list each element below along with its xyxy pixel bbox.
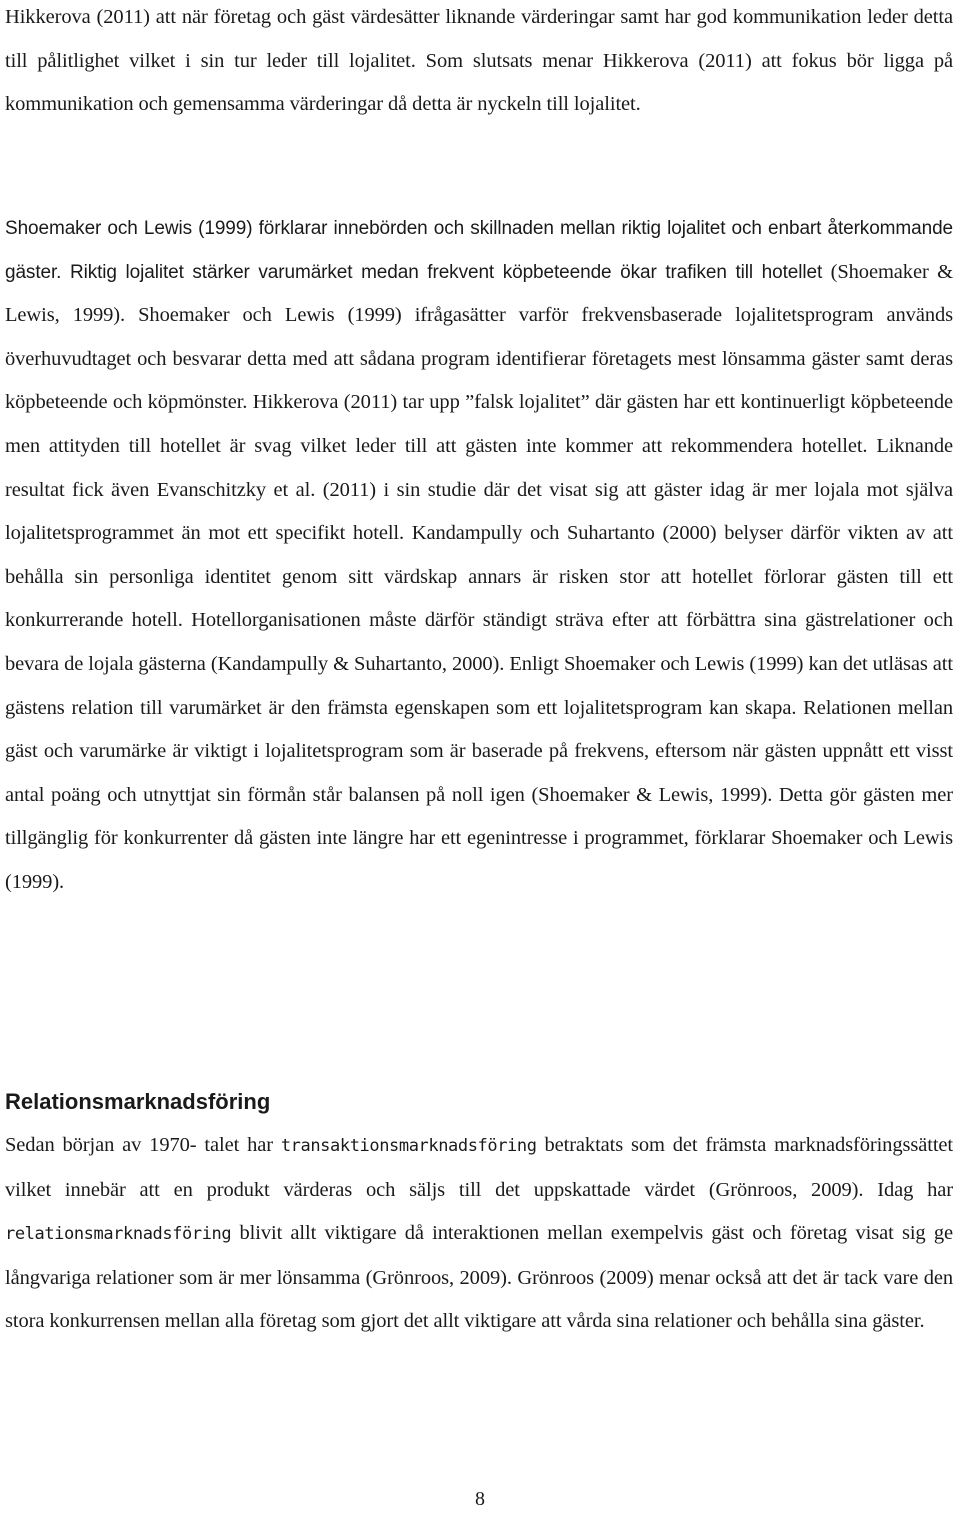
paragraph-shoemaker-lewis <box>5 207 953 905</box>
section-heading: Relationsmarknadsföring <box>5 1089 271 1114</box>
page-number: 8 <box>475 1488 485 1510</box>
term-transaction-marketing: transaktionsmarknadsföring <box>280 1136 537 1156</box>
paragraph-shoemaker-lewis-lead: Shoemaker och Lewis (1999) förklarar innebörden och skillnaden mellan riktig lojalitet och enbart återkommande gäster. Riktig lojalitet stärker varumärket medan frekvent köpbeteende ökar trafiken till hotellet <box>5 218 953 283</box>
paragraph-shoemaker-lewis-body: (Shoemaker & Lewis, 1999). Shoemaker och Lewis (1999) ifrågasätter varför frekvensbaserade lojalitetsprogram används överhuvudtaget och besvarar detta med att sådana program identifierar företagets mest lönsamma gäster samt deras köpbeteende och köpmönster. Hikkerova (2011) tar upp ”falsk lojalitet” där gästen har ett kontinuerligt köpbeteende men attityden till hotellet är svag vilket leder till att gästen inte kommer att rekommendera hotellet. Liknande resultat fick även Evanschitzky et al. (2011) i sin studie där det visat sig att gäster idag är mer lojala mot själva lojalitetsprogrammet än mot ett specifikt hotell. Kandampully och Suhartanto (2000) belyser därför vikten av att behålla sin personliga identitet genom sitt värdskap annars är risken stor att hotellet förlorar gästen till ett konkurrerande hotell. Hotellorganisationen måste därför ständigt sträva efter att förbättra sina gästrelationer och bevara de lojala gästerna (Kandampully & Suhartanto, 2000). Enligt Shoemaker och Lewis (1999) kan det utläsas att gästens relation till varumärket är den främsta egenskapen som ett lojalitetsprogram kan skapa. Relationen mellan gäst och varumärke är viktigt i lojalitetsprogram som är baserade på frekvens, eftersom när gästen uppnått ett visst antal poäng och utnyttjat sin förmån står balansen på noll igen (Shoemaker & Lewis, 1999). Detta gör gästen mer tillgänglig för konkurrenter då gästen inte längre har ett egenintresse i programmet, förklarar Shoemaker och Lewis (1999). <box>5 260 953 893</box>
paragraph-relationship-marketing-c: blivit allt viktigare då interaktionen mellan exempelvis gäst och företag visat sig ge långvariga relationer som är mer lönsamma (Grönroos, 2009). Grönroos (2009) menar också att det är tack vare den stora konkurrensen mellan alla företag som gjort det allt viktigare att vårda sina relationer och behålla sina gäster. <box>5 1222 953 1333</box>
paragraph-relationship-marketing-a: Sedan början av 1970- talet har <box>5 1134 281 1156</box>
paragraph-relationship-marketing <box>5 1124 953 1344</box>
paragraph-relationship-marketing-b: betraktats som det främsta marknadsföringssättet vilket innebär att en produkt värderas och säljs till det uppskattade värdet (Grönroos, 2009). Idag har <box>5 1134 954 1201</box>
term-relationship-marketing: relationsmarknadsföring <box>5 1224 232 1245</box>
paragraph-hikkerova-summary: Hikkerova (2011) att när företag och gäst värdesätter liknande värderingar samt har god kommunikation leder detta till pålitlighet vilket i sin tur leder till lojalitet. Som slutsats menar Hikkerova (2011) att fokus bör ligga på kommunikation och gemensamma värderingar då detta är nyckeln till lojalitet. <box>5 6 953 116</box>
